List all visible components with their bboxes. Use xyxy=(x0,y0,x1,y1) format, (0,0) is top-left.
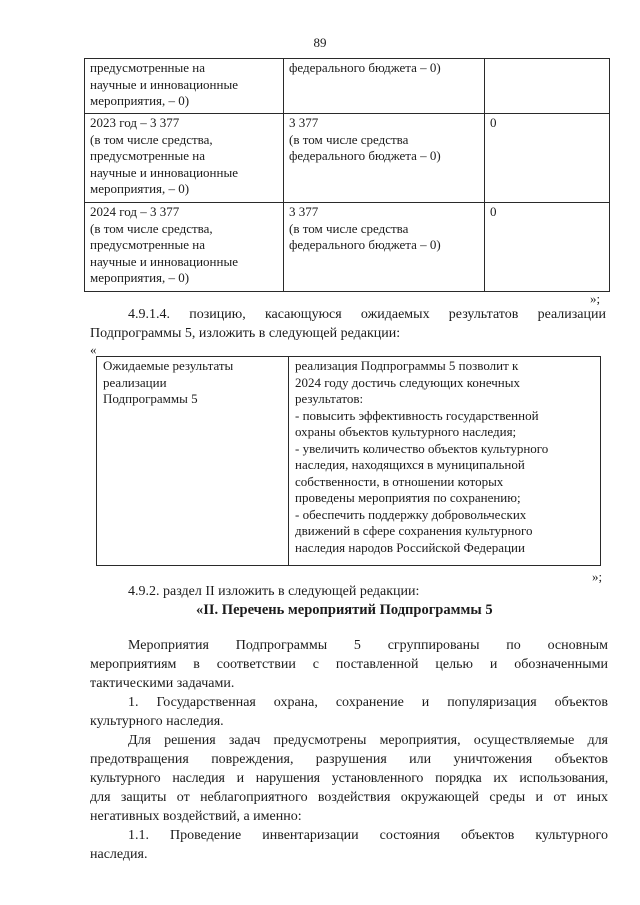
table-cell: федерального бюджета – 0) xyxy=(284,59,485,114)
paragraph-4914-line2: Подпрограммы 5, изложить в следующей редакции: xyxy=(90,326,401,341)
body-line: наследия. xyxy=(90,847,148,862)
table-cell xyxy=(485,59,610,114)
paragraph-4914-line1: 4.9.1.4. позицию, касающуюся ожидаемых результатов реализации xyxy=(128,307,606,322)
body-line: Мероприятия Подпрограммы 5 сгруппированы по основным xyxy=(128,638,608,653)
body-line: негативных воздействий, а именно: xyxy=(90,809,302,824)
paragraph-492: 4.9.2. раздел II изложить в следующей редакции: xyxy=(128,584,420,599)
body-line: для защиты от неблагоприятного воздействия окружающей среды и от иных xyxy=(90,790,608,805)
body-line: 1. Государственная охрана, сохранение и популяризация объектов xyxy=(128,695,608,710)
body-line: культурного наследия и нарушения установленного порядка их использования, xyxy=(90,771,608,786)
table-cell: 2023 год – 3 377 (в том числе средства, предусмотренные на научные и инновационные мероприятия, – 0) xyxy=(85,114,284,203)
table-cell: 0 xyxy=(485,114,610,203)
table-row xyxy=(85,59,610,114)
opening-quote: « xyxy=(90,342,97,357)
body-line: предотвращения повреждения, разрушения или уничтожения объектов xyxy=(90,752,608,767)
table-cell: 3 377 (в том числе средства федерального бюджета – 0) xyxy=(284,114,485,203)
body-line: культурного наследия. xyxy=(90,714,224,729)
table-cell: 3 377 (в том числе средства федерального бюджета – 0) xyxy=(284,203,485,292)
body-line: Для решения задач предусмотрены мероприятия, осуществляемые для xyxy=(128,733,608,748)
table-cell-label: Ожидаемые результаты реализации Подпрограммы 5 xyxy=(97,357,289,566)
table-cell: предусмотренные на научные и инновационные мероприятия, – 0) xyxy=(85,59,284,114)
closing-quote-1: »; xyxy=(590,291,601,306)
body-line: мероприятиям в соответствии с поставленной целью и обозначенными xyxy=(90,657,608,672)
table-cell-content: реализация Подпрограммы 5 позволит к 2024 году достичь следующих конечных результатов: - повысить эффективность государственной охраны объектов культурного наследия; - увеличить количество объектов культурного наследия, находящихся в муниципальной собственности, в отношении которых проведены мероприятия по сохранению; - обеспечить поддержку добровольческих движений в сфере сохранения культурного наследия народов Российской Федерации xyxy=(289,357,601,566)
table-cell: 2024 год – 3 377 (в том числе средства, предусмотренные на научные и инновационные мероприятия, – 0) xyxy=(85,203,284,292)
table-row xyxy=(85,114,610,203)
body-line: 1.1. Проведение инвентаризации состояния объектов культурного xyxy=(128,828,608,843)
table-row xyxy=(85,203,610,292)
table-cell: 0 xyxy=(485,203,610,292)
section-heading: «II. Перечень мероприятий Подпрограммы 5 xyxy=(196,602,493,618)
body-line: тактическими задачами. xyxy=(90,676,235,691)
table-row xyxy=(97,357,601,566)
expected-results-table xyxy=(96,356,601,566)
closing-quote-2: »; xyxy=(592,569,603,584)
funding-table xyxy=(84,58,610,292)
page-number: 89 xyxy=(313,35,327,50)
